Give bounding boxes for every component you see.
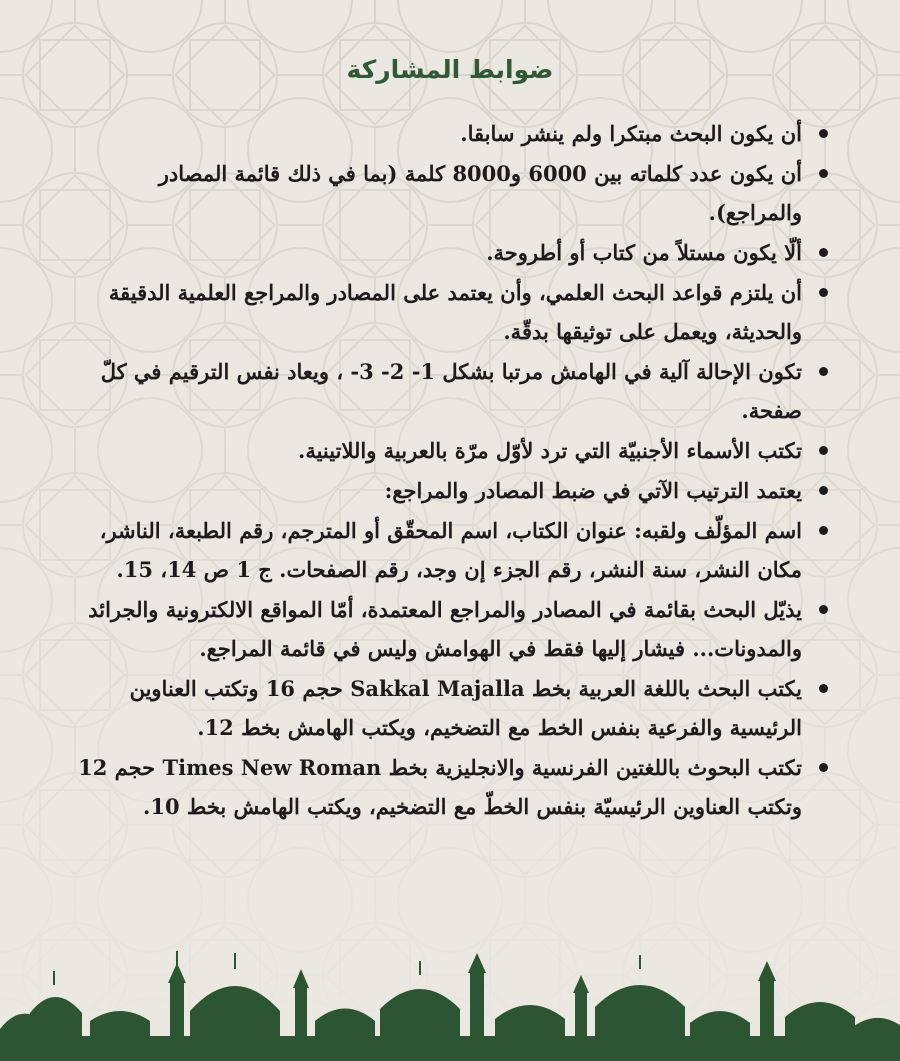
bullet-icon — [819, 684, 828, 693]
rule-text: أن يلتزم قواعد البحث العلمي، وأن يعتمد على المصادر والمراجع العلمية الدقيقة والحديثة، ويعمل على توثيقها بدقّة. — [108, 280, 802, 344]
list-item — [76, 748, 828, 826]
list-item — [76, 154, 828, 232]
bullet-icon — [819, 367, 828, 376]
bullet-icon — [819, 486, 828, 495]
rule-text: أن يكون البحث مبتكرا ولم ينشر سابقا. — [460, 121, 802, 146]
bullet-icon — [819, 526, 828, 535]
list-item — [76, 273, 828, 351]
list-item — [76, 431, 828, 470]
rule-text: أن يكون عدد كلماته بين 6000 و8000 كلمة (بما في ذلك قائمة المصادر والمراجع). — [158, 161, 802, 225]
bullet-icon — [819, 446, 828, 455]
rule-text: اسم المؤلّف ولقبه: عنوان الكتاب، اسم المحقّق أو المترجم، رقم الطبعة، الناشر، مكان النشر، سنة النشر، رقم الجزء إن وجد، رقم الصفحات. ج 1 ص 14، 15. — [99, 518, 802, 582]
list-item — [76, 590, 828, 668]
rule-text: تكون الإحالة آلية في الهامش مرتبا بشكل 1- 2- 3- ، ويعاد نفس الترقيم في كلّ صفحة. — [100, 359, 802, 423]
list-item — [76, 233, 828, 272]
bullet-icon — [819, 248, 828, 257]
list-item — [76, 669, 828, 747]
list-item — [76, 471, 828, 510]
bullet-icon — [819, 763, 828, 772]
bullet-icon — [819, 605, 828, 614]
rule-text: تكتب البحوث باللغتين الفرنسية والانجليزية بخط Times New Roman حجم 12 وتكتب العناوين الرئيسيّة بنفس الخطّ مع التضخيم، ويكتب الهامش بخط 10. — [78, 755, 802, 819]
rule-text: يعتمد الترتيب الآتي في ضبط المصادر والمراجع: — [384, 478, 802, 503]
rules-list — [76, 114, 828, 827]
bullet-icon — [819, 169, 828, 178]
page-title: ضوابط المشاركة — [346, 55, 554, 84]
list-item — [76, 114, 828, 153]
bullet-icon — [819, 129, 828, 138]
list-item — [76, 511, 828, 589]
rule-text: يكتب البحث باللغة العربية بخط Sakkal Majalla حجم 16 وتكتب العناوين الرئيسية والفرعية بنفس الخط مع التضخيم، ويكتب الهامش بخط 12. — [129, 676, 802, 740]
rule-text: تكتب الأسماء الأجنبيّة التي ترد لأوّل مرّة بالعربية واللاتينية. — [298, 438, 802, 463]
rule-text: يذيّل البحث بقائمة في المصادر والمراجع المعتمدة، أمّا المواقع الالكترونية والجرائد والمدونات... فيشار إليها فقط في الهوامش وليس في قائمة المراجع. — [88, 597, 802, 661]
list-item — [76, 352, 828, 430]
mosque-skyline-silhouette — [0, 941, 900, 1061]
bullet-icon — [819, 288, 828, 297]
rule-text: ألّا يكون مستلاً من كتاب أو أطروحة. — [486, 240, 802, 265]
